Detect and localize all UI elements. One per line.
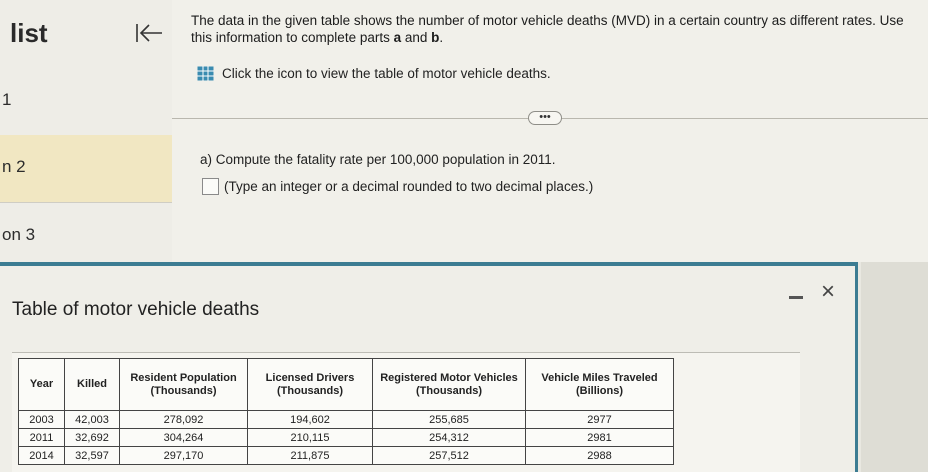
sidebar-item-question-3[interactable] <box>0 202 172 269</box>
header-licensed-drivers: Licensed Drivers (Thousands) <box>248 359 373 411</box>
table-header-row <box>19 359 674 411</box>
header-registered-vehicles: Registered Motor Vehicles (Thousands) <box>373 359 526 411</box>
minimize-icon[interactable] <box>789 296 803 299</box>
table-row <box>19 447 674 465</box>
view-table-text: Click the icon to view the table of motor vehicle deaths. <box>222 66 551 81</box>
prompt-end: . <box>439 30 444 45</box>
table-cell: 2003 <box>19 411 65 429</box>
answer-row <box>202 178 593 195</box>
sidebar-item-label: on 3 <box>2 225 36 244</box>
answer-hint: (Type an integer or a decimal rounded to two decimal places.) <box>224 179 594 194</box>
table-cell: 42,003 <box>65 411 120 429</box>
close-icon[interactable]: × <box>820 278 835 305</box>
table-cell: 255,685 <box>373 411 526 429</box>
more-button[interactable]: ••• <box>528 111 562 125</box>
table-container <box>12 352 800 472</box>
part-a-question: a) Compute the fatality rate per 100,000 population in 2011. <box>200 152 556 167</box>
header-killed: Killed <box>65 359 120 411</box>
table-cell: 2977 <box>526 411 674 429</box>
table-modal <box>0 262 858 472</box>
background-strip <box>861 262 928 472</box>
table-cell: 32,692 <box>65 429 120 447</box>
sidebar <box>0 0 172 262</box>
header-vehicle-miles: Vehicle Miles Traveled (Billions) <box>526 359 674 411</box>
modal-title: Table of motor vehicle deaths <box>12 299 260 320</box>
table-cell: 278,092 <box>120 411 248 429</box>
prompt-and: and <box>401 30 432 45</box>
table-cell: 304,264 <box>120 429 248 447</box>
collapse-left-icon[interactable] <box>134 22 164 44</box>
table-cell: 297,170 <box>120 447 248 465</box>
sidebar-item-label: 1 <box>2 90 12 109</box>
table-cell: 210,115 <box>248 429 373 447</box>
sidebar-item-label: n 2 <box>2 157 26 176</box>
table-cell: 32,597 <box>65 447 120 465</box>
table-cell: 254,312 <box>373 429 526 447</box>
prompt-part-b: b <box>431 30 440 45</box>
question-prompt <box>191 12 926 46</box>
question-panel <box>172 0 928 262</box>
header-year: Year <box>19 359 65 411</box>
table-cell: 211,875 <box>248 447 373 465</box>
table-cell: 194,602 <box>248 411 373 429</box>
table-grid-icon[interactable] <box>197 66 214 81</box>
table-row <box>19 429 674 447</box>
prompt-part-a: a <box>393 30 402 45</box>
prompt-text: The data in the given table shows the number of motor vehicle deaths (MVD) in a certain country as different rates. Use this information to complete parts <box>191 13 904 45</box>
sidebar-item-question-2[interactable] <box>0 135 172 202</box>
sidebar-item-question-1[interactable] <box>0 68 172 135</box>
table-cell: 2011 <box>19 429 65 447</box>
table-cell: 2014 <box>19 447 65 465</box>
view-table-link[interactable] <box>197 66 551 81</box>
answer-input[interactable] <box>202 178 219 195</box>
table-cell: 2988 <box>526 447 674 465</box>
sidebar-title: list <box>10 18 48 48</box>
table-cell: 2981 <box>526 429 674 447</box>
header-resident-population: Resident Population (Thousands) <box>120 359 248 411</box>
motor-vehicle-deaths-table <box>18 358 674 465</box>
table-cell: 257,512 <box>373 447 526 465</box>
table-row <box>19 411 674 429</box>
